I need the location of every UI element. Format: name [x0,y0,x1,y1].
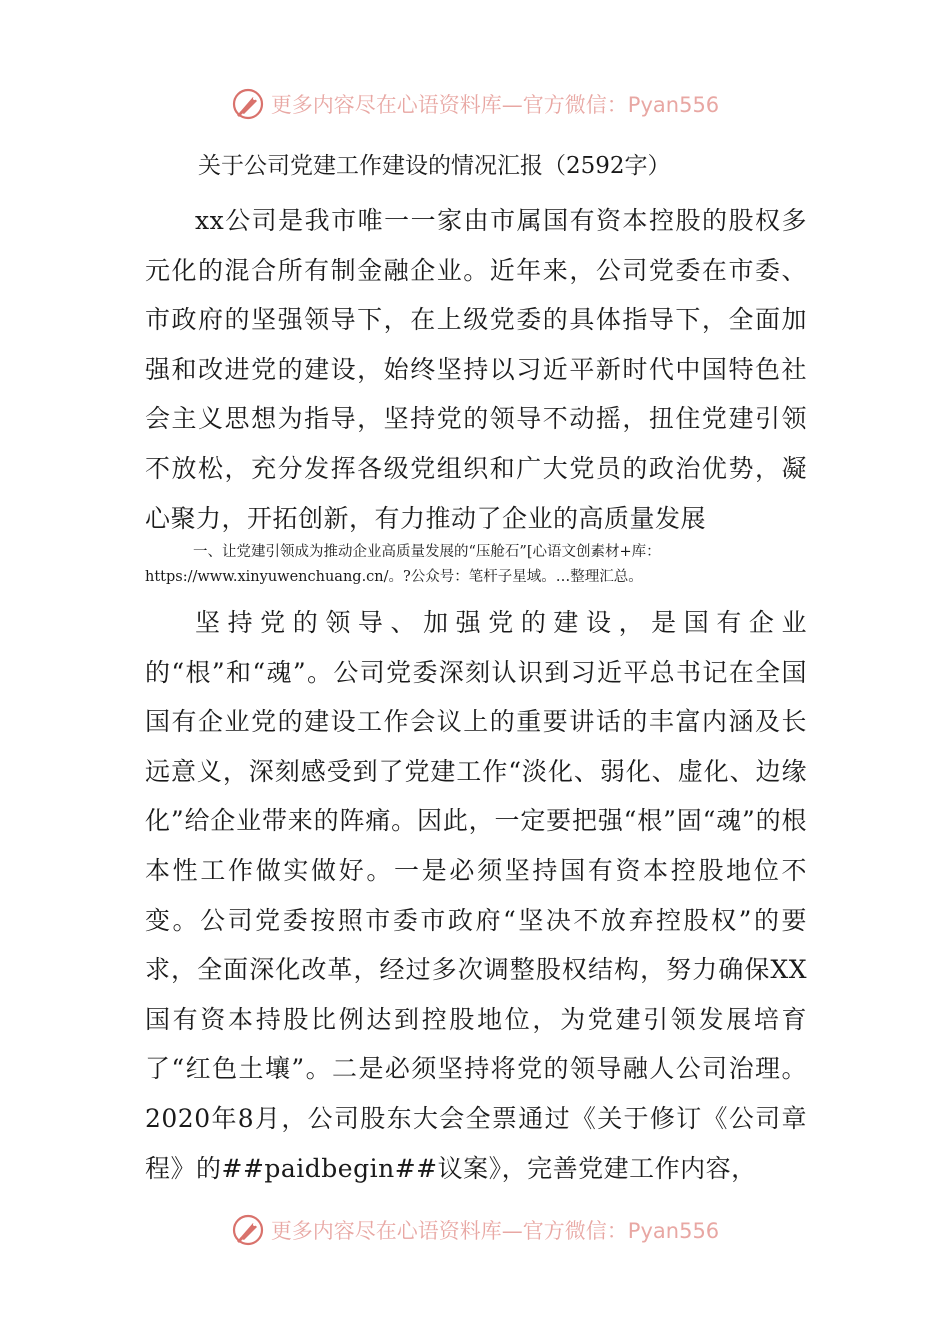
paragraph-intro: xx公司是我市唯一一家由市属国有资本控股的股权多元化的混合所有制金融企业。近年来，公司党委在市委、市政府的坚强领导下，在上级党委的具体指导下，全面加强和改进党的建设，始终坚持以习近平新时代中国特色社会主义思想为指导，坚持党的领导不动摇，扭住党建引领不放松，充分发挥各级党组织和广大党员的政治优势，凝心聚力，开拓创新，有力推动了企业的高质量发展 [145,206,807,533]
pen-nib-logo-icon [231,87,265,121]
section-heading-line-2: https://www.xinyuwenchuang.cn/。?公众号：笔杆子星域。…整理汇总。 [145,569,643,585]
pen-nib-logo-icon [231,1213,265,1247]
paragraph-section-1: 坚持党的领导、加强党的建设，是国有企业的“根”和“魂”。公司党委深刻认识到习近平总书记在全国国有企业党的建设工作会议上的重要讲话的丰富内涵及长远意义，深刻感受到了党建工作“淡化、弱化、虚化、边缘化”给企业带来的阵痛。因此，一定要把强“根”固“魂”的根本性工作做实做好。一是必须坚持国有资本控股地位不变。公司党委按照市委市政府“坚决不放弃控股权”的要求，全面深化改革，经过多次调整股权结构，努力确保XX国有资本持股比例达到控股地位，为党建引领发展培育了“红色土壤”。二是必须坚持将党的领导融人公司治理。2020年8月，公司股东大会全票通过《关于修订《公司章程》的##paidbegin##议案》，完善党建工作内容， [145,608,807,1183]
watermark-text: 更多内容尽在心语资料库—官方微信：Pyan556 [270,93,720,117]
section-heading-line-1: 一、让党建引领成为推动企业高质量发展的“压舱石”[心语文创素材+库： [193,544,661,560]
watermark-text: 更多内容尽在心语资料库—官方微信：Pyan556 [270,1219,720,1243]
footer-watermark-banner [0,1208,950,1252]
document-title: 关于公司党建工作建设的情况汇报（2592字） [198,153,671,179]
header-watermark-banner [0,82,950,126]
